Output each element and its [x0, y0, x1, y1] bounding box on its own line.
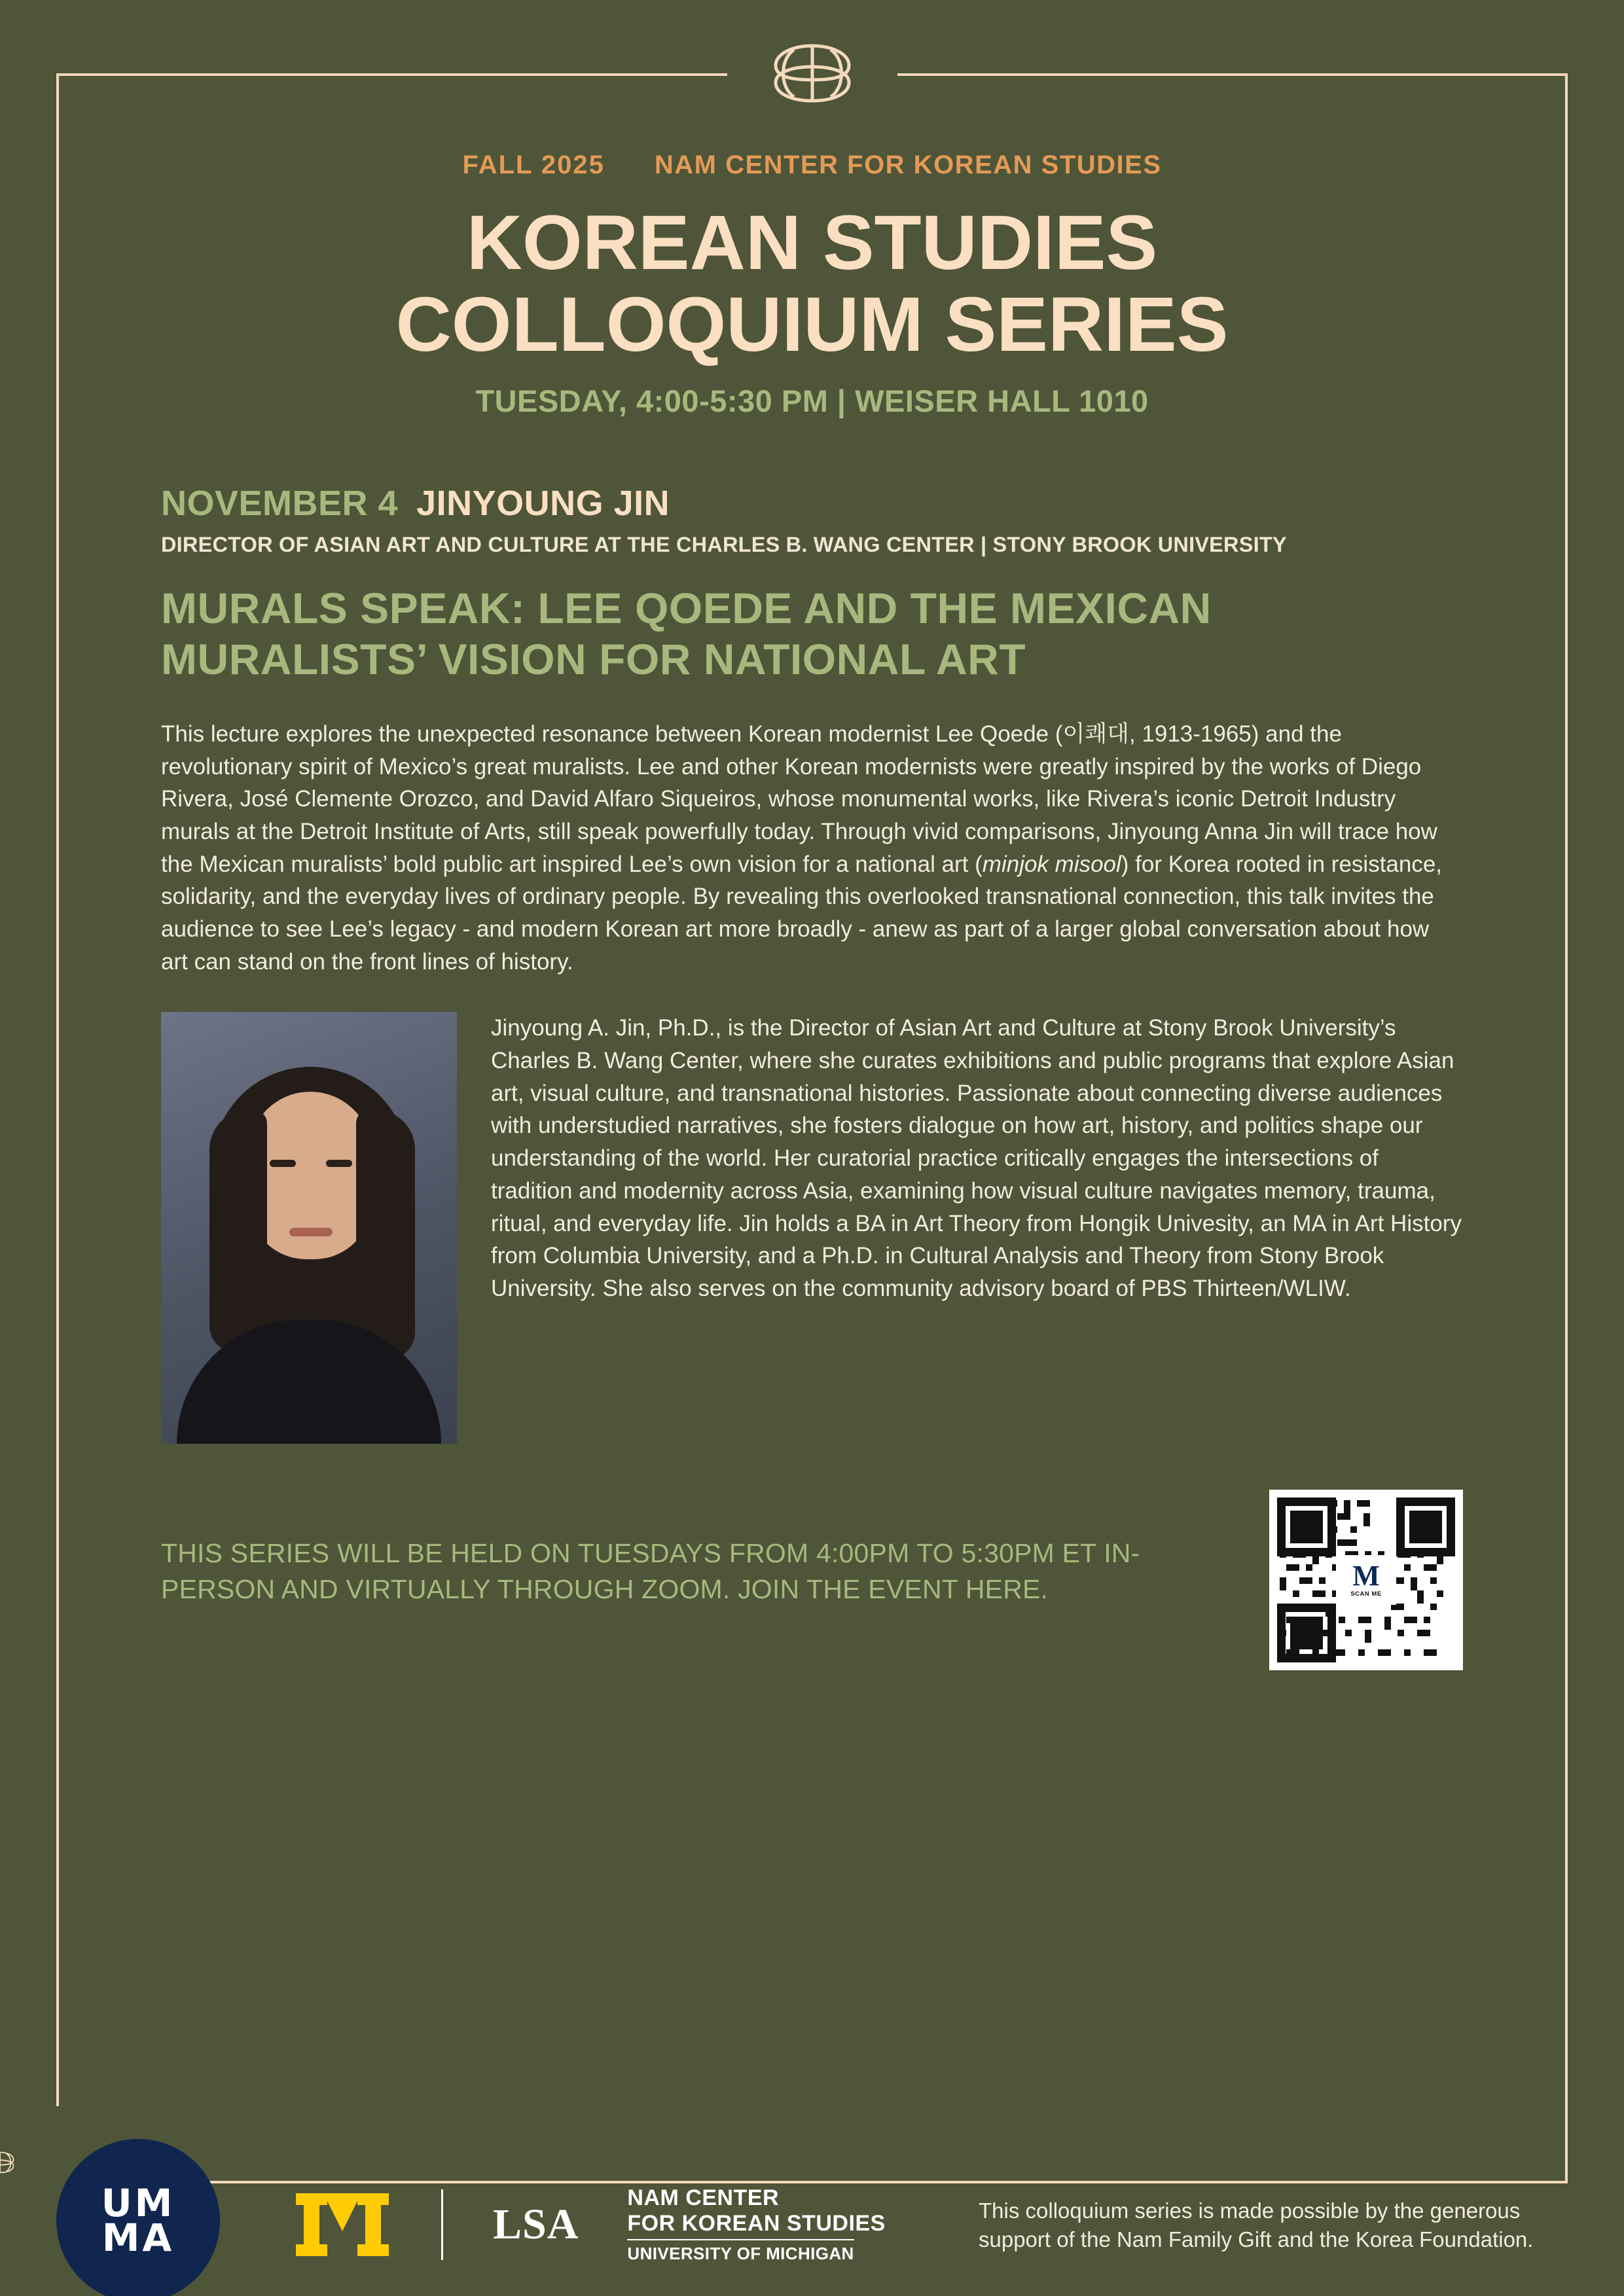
title-line-2: COLLOQUIUM SERIES [395, 281, 1229, 368]
umma-logo-line-1: UM [101, 2180, 175, 2225]
series-note: THIS SERIES WILL BE HELD ON TUESDAYS FROM 4:00PM TO 5:30PM ET IN-PERSON AND VIRTUALLY THROUGH ZOOM. JOIN THE EVENT HERE. [161, 1538, 1140, 1604]
center-label: NAM CENTER FOR KOREAN STUDIES [654, 151, 1162, 179]
title-line-1: KOREAN STUDIES [466, 200, 1158, 286]
poster-content [161, 151, 1463, 1670]
qr-center-logo [1336, 1555, 1396, 1605]
series-note-row [161, 1490, 1463, 1670]
speaker-bio-block [161, 1012, 1463, 1444]
knot-ornament-top-icon [727, 34, 897, 113]
abstract-part-2: ) for Korea rooted in resistance, solidarity, and the everyday lives of ordinary people. By revealing this overlooked transnational connection, this talk invites the audience to see Lee’s legacy - and modern Korean art more broadly - anew as part of a larger global conversation about how art can stand on the front lines of history. [161, 851, 1443, 975]
nam-center-line-1: NAM CENTER [627, 2185, 780, 2211]
qr-center-letter: M [1352, 1559, 1380, 1592]
abstract-text [161, 718, 1444, 978]
funding-credit: This colloquium series is made possible by the generous support of the Nam Family Gift and the Korea Foundation. [979, 2198, 1534, 2251]
event-date: NOVEMBER 4 [161, 484, 399, 524]
umma-logo [56, 2139, 220, 2296]
qr-scan-label: SCAN ME [1350, 1590, 1382, 1598]
speaker-portrait [161, 1012, 457, 1444]
lecture-title: MURALS SPEAK: LEE QOEDE AND THE MEXICAN MURALISTS’ VISION FOR NATIONAL ART [161, 584, 1212, 684]
speaker-affiliation: DIRECTOR OF ASIAN ART AND CULTURE AT THE CHARLES B. WANG CENTER | STONY BROOK UNIVERSITY [161, 533, 1287, 557]
qr-code[interactable] [1269, 1490, 1463, 1670]
michigan-block-m-icon [293, 2191, 391, 2259]
speaker-name: JINYOUNG JIN [416, 484, 670, 524]
nam-center-wordmark [627, 2185, 885, 2263]
page-title [161, 202, 1463, 366]
nam-center-line-2: FOR KOREAN STUDIES [627, 2210, 886, 2236]
poster-eyebrow [161, 151, 1463, 180]
footer-divider [441, 2189, 443, 2260]
abstract-part-1: This lecture explores the unexpected resonance between Korean modernist Lee Qoede (이쾌대, 1913-1965) and the revolutionary spirit of Mexico’s great muralists. Lee and other Korean modernists were greatly inspired by the works of Diego Rivera, José Clemente Orozco, and David Alfaro Siqueiros, whose monumental works, like Rivera’s iconic Detroit Industry murals at the Detroit Institute of Arts, still speak powerfully today. Through vivid comparisons, Jinyoung Anna Jin will trace how the Mexican muralists’ bold public art inspired Lee’s own vision for a national art ( [161, 721, 1437, 877]
speaker-heading [161, 483, 1463, 524]
lsa-logo: LSA [493, 2200, 579, 2248]
schedule-subtitle: TUESDAY, 4:00-5:30 PM | WEISER HALL 1010 [475, 384, 1149, 419]
nam-center-line-3: UNIVERSITY OF MICHIGAN [627, 2239, 854, 2264]
season-label: FALL 2025 [462, 151, 605, 179]
speaker-bio-text: Jinyoung A. Jin, Ph.D., is the Director of Asian Art and Culture at Stony Brook University’s Charles B. Wang Center, where she curates exhibitions and public programs that explore Asian art, visual culture, and transnational histories. Passionate about connecting diverse audiences with understudied narratives, she fosters dialogue on how art, history, and politics shape our understanding of the world. Her curatorial practice critically engages the intersections of tradition and modernity across Asia, examining how visual culture navigates memory, trauma, ritual, and everyday life. Jin holds a BA in Art Theory from Hongik Univesity, an MA in Art History from Columbia University, and a Ph.D. in Cultural Analysis and Theory from Stony Brook University. She also serves on the community advisory board of PBS Thirteen/WLIW. [491, 1015, 1462, 1301]
umma-logo-line-2: MA [101, 2215, 175, 2260]
footer-bar [0, 2180, 1624, 2296]
abstract-italic-term: minjok misool [982, 851, 1121, 877]
